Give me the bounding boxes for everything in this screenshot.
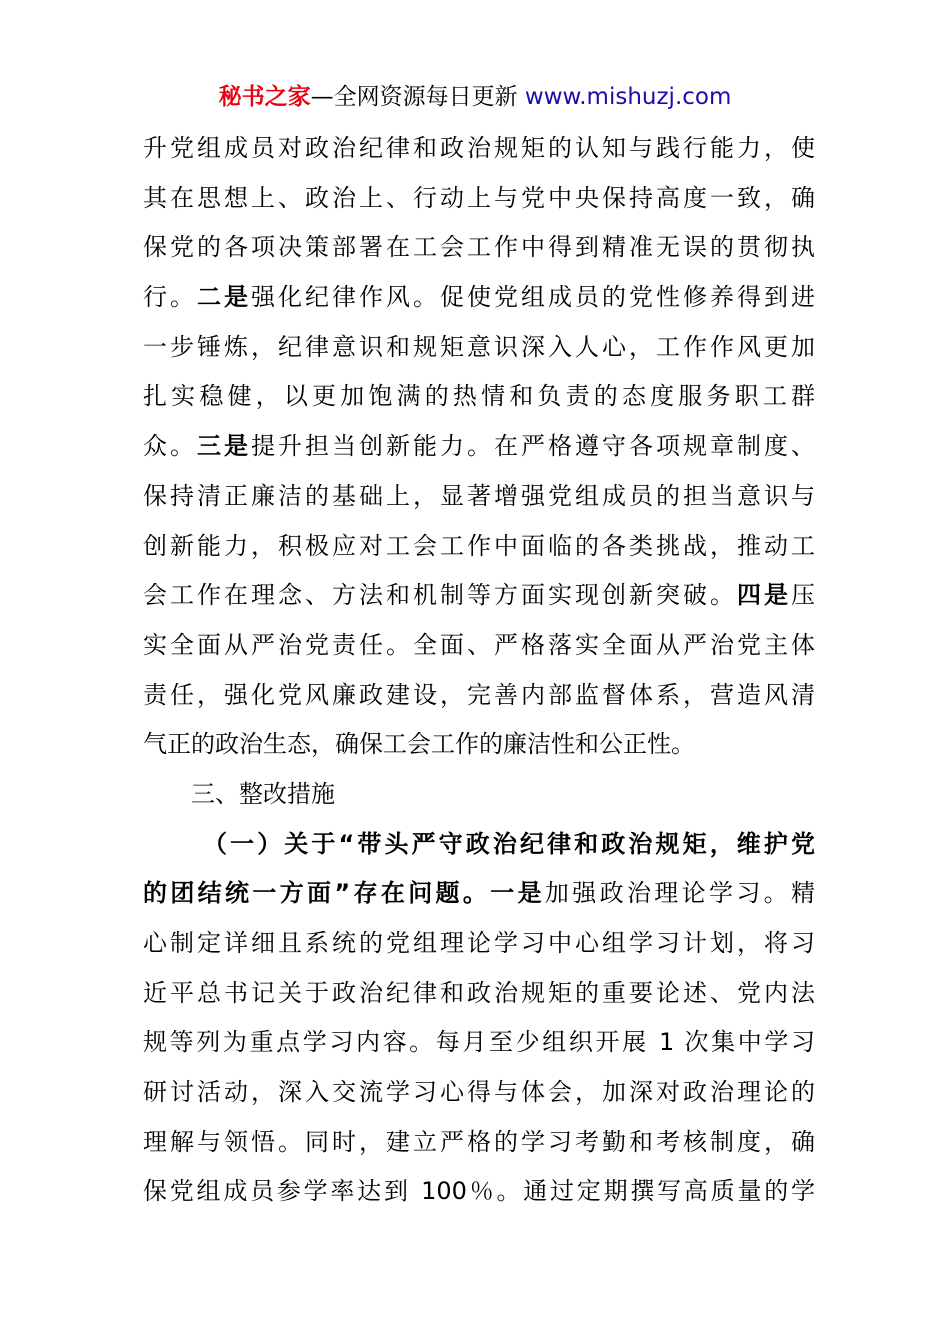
text-line: 规等列为重点学习内容。每月至少组织开展 1 次集中学习: [143, 1028, 815, 1057]
text-line: [143, 869, 815, 919]
bold-heading-text: （一）关于“带头严守政治纪律和政治规矩，维护党: [203, 829, 815, 858]
site-tagline: —全网资源每日更新: [310, 84, 525, 110]
text-segment: 强化纪律作风。促使党组成员的党性修养得到进: [251, 283, 815, 312]
text-line: 其在思想上、政治上、行动上与党中央保持高度一致，确: [143, 183, 815, 212]
text-segment: 行。: [143, 283, 197, 312]
text-line: 气正的政治生态，确保工会工作的廉洁性和公正性。: [143, 730, 695, 759]
text-line: 责任，强化党风廉政建设，完善内部监督体系，营造风清: [143, 680, 815, 709]
text-line: 保持清正廉洁的基础上，显著增强党组成员的担当意识与: [143, 481, 815, 510]
text-line: 实全面从严治党责任。全面、严格落实全面从严治党主体: [143, 630, 815, 659]
text-line: [143, 273, 815, 323]
site-header: [0, 80, 950, 114]
text-line: 理解与领悟。同时，建立严格的学习考勤和考核制度，确: [143, 1127, 815, 1156]
text-line: [143, 571, 815, 621]
text-segment: 会工作在理念、方法和机制等方面实现创新突破。: [143, 581, 737, 610]
bold-keyword: 三是: [197, 432, 251, 461]
section-heading: 三、整改措施: [191, 779, 335, 808]
text-line: 扎实稳健，以更加饱满的热情和负责的态度服务职工群: [143, 382, 815, 411]
text-line: 研讨活动，深入交流学习心得与体会，加深对政治理论的: [143, 1078, 815, 1107]
site-url-link[interactable]: www.mishuzj.com: [524, 84, 732, 110]
text-line: 一步锤炼，纪律意识和规矩意识深入人心，工作作风更加: [143, 332, 815, 361]
text-line: [143, 422, 815, 472]
text-line: 心制定详细且系统的党组理论学习中心组学习计划，将习: [143, 929, 815, 957]
text-segment: 众。: [143, 432, 197, 461]
text-line: 升党组成员对政治纪律和政治规矩的认知与践行能力，使: [143, 134, 815, 162]
text-line: 保党的各项决策部署在工会工作中得到精准无误的贯彻执: [143, 233, 815, 262]
bold-keyword: 一是: [490, 879, 545, 908]
text-line: 创新能力，积极应对工会工作中面临的各类挑战，推动工: [143, 531, 815, 560]
site-brand: 秘书之家: [218, 84, 311, 110]
text-segment: 加强政治理论学习。精: [544, 879, 816, 908]
document-body: [143, 124, 815, 1217]
text-segment: 提升担当创新能力。在严格遵守各项规章制度、: [251, 432, 815, 461]
text-line: 保党组成员参学率达到 100％。通过定期撰写高质量的学: [143, 1177, 815, 1206]
bold-keyword: 二是: [197, 283, 251, 312]
bold-heading-text: 的团结统一方面”存在问题。: [143, 879, 491, 908]
bold-keyword: 四是: [737, 581, 791, 610]
subsection-heading: [143, 820, 815, 870]
text-segment: 压: [791, 581, 815, 610]
text-line: 近平总书记关于政治纪律和政治规矩的重要论述、党内法: [143, 978, 815, 1007]
